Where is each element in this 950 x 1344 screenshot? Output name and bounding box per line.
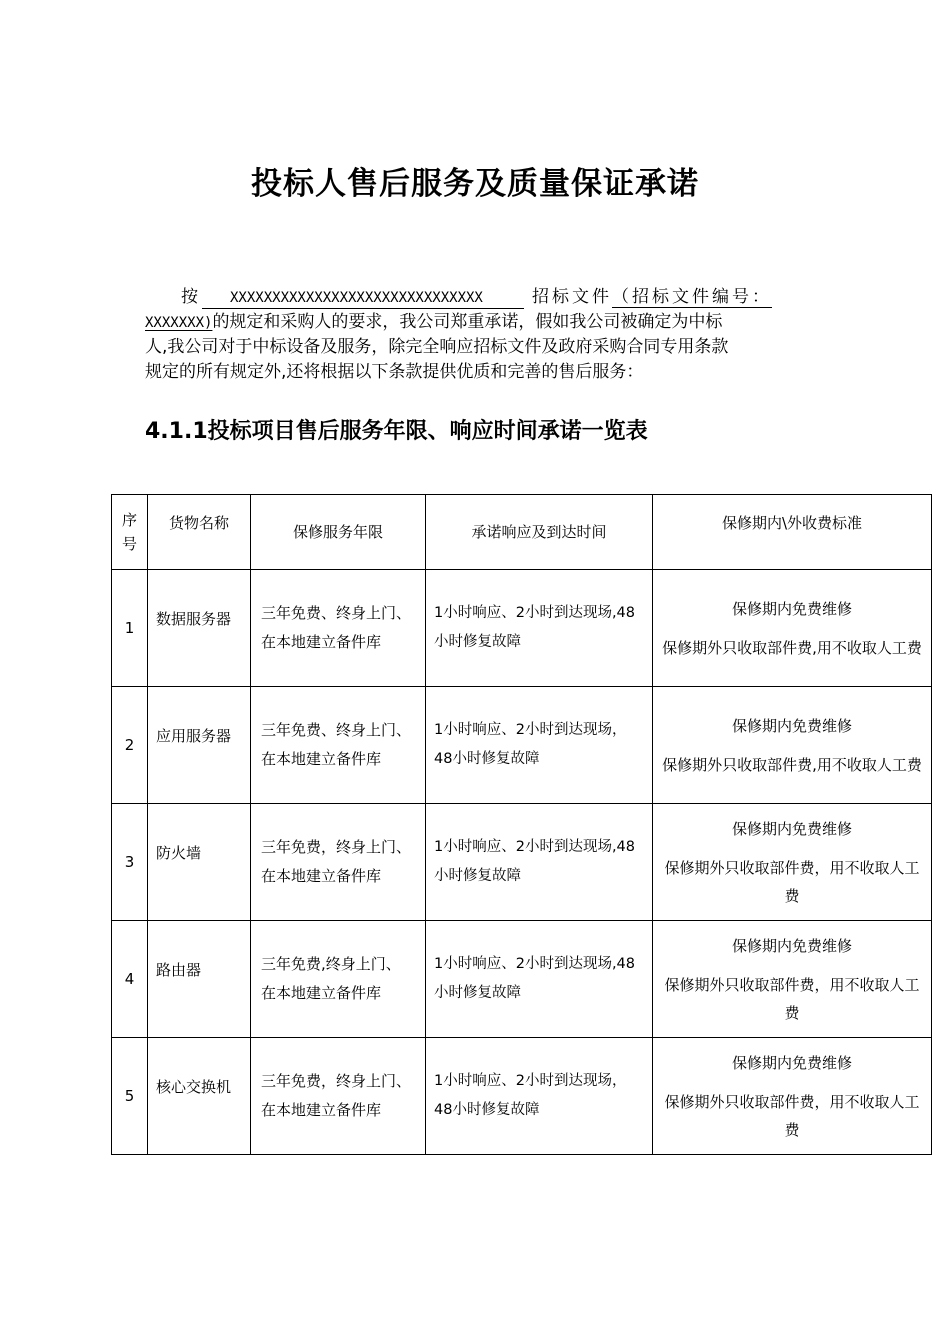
table-row (112, 804, 932, 921)
doc-number-label: （招标文件编号： (612, 287, 772, 307)
cell-fee (653, 804, 932, 921)
cell-no: 1 (112, 570, 148, 687)
cell-response: 1小时响应、2小时到达现场，48小时修复故障 (426, 687, 653, 804)
cell-years: 三年免费,终身上门、在本地建立备件库 (251, 921, 426, 1038)
service-commitment-table (111, 494, 932, 1155)
cell-response: 1小时响应、2小时到达现场,48小时修复故障 (426, 804, 653, 921)
fee-out-warranty: 保修期外只收取部件费,用不收取人工费 (662, 755, 922, 774)
header-fee: 保修期内\外收费标准 (653, 495, 932, 570)
header-name: 货物名称 (148, 495, 251, 570)
fee-in-warranty: 保修期内免费维修 (731, 936, 852, 955)
fee-out-warranty: 保修期外只收取部件费，用不收取人工费 (664, 975, 920, 1022)
header-no-line2: 号 (121, 535, 137, 553)
fee-in-warranty: 保修期内免费维修 (731, 819, 852, 838)
doc-number-value: XXXXXXX) (145, 314, 213, 331)
cell-name: 防火墙 (148, 804, 251, 921)
header-no-line1: 序 (121, 511, 137, 529)
cell-years: 三年免费，终身上门、在本地建立备件库 (251, 1038, 426, 1155)
intro-line-2 (145, 310, 805, 336)
fee-out-warranty: 保修期外只收取部件费,用不收取人工费 (662, 638, 922, 657)
cell-no: 5 (112, 1038, 148, 1155)
section-heading: 4.1.1投标项目售后服务年限、响应时间承诺一览表 (145, 419, 648, 444)
cell-fee (653, 570, 932, 687)
table-header-row (112, 495, 932, 570)
doc-label: 招标文件 (532, 287, 612, 307)
cell-fee (653, 921, 932, 1038)
cell-name: 路由器 (148, 921, 251, 1038)
document-title: 投标人售后服务及质量保证承诺 (251, 166, 699, 202)
project-name-placeholder: XXXXXXXXXXXXXXXXXXXXXXXXXXXXXX (202, 288, 524, 309)
cell-name: 核心交换机 (148, 1038, 251, 1155)
fee-in-warranty: 保修期内免费维修 (731, 1053, 852, 1072)
cell-fee (653, 1038, 932, 1155)
cell-response: 1小时响应、2小时到达现场,48小时修复故障 (426, 921, 653, 1038)
table-row (112, 570, 932, 687)
intro-paragraph (145, 285, 805, 384)
fee-out-warranty: 保修期外只收取部件费，用不收取人工费 (664, 1092, 920, 1139)
cell-no: 3 (112, 804, 148, 921)
fee-in-warranty: 保修期内免费维修 (731, 599, 852, 618)
cell-years: 三年免费、终身上门、在本地建立备件库 (251, 570, 426, 687)
fee-in-warranty: 保修期内免费维修 (731, 716, 852, 735)
table-row (112, 921, 932, 1038)
table-row (112, 687, 932, 804)
fee-out-warranty: 保修期外只收取部件费，用不收取人工费 (664, 858, 920, 905)
cell-name: 应用服务器 (148, 687, 251, 804)
intro-line-2-text: 的规定和采购人的要求，我公司郑重承诺，假如我公司被确定为中标 (212, 311, 723, 332)
intro-prefix: 按 (181, 287, 198, 307)
cell-no: 2 (112, 687, 148, 804)
intro-line-4: 规定的所有规定外,还将根据以下条款提供优质和完善的售后服务： (145, 361, 644, 382)
cell-response: 1小时响应、2小时到达现场，48小时修复故障 (426, 1038, 653, 1155)
header-response: 承诺响应及到达时间 (426, 495, 653, 570)
intro-line-3: 人,我公司对于中标设备及服务，除完全响应招标文件及政府采购合同专用条款 (145, 337, 729, 357)
intro-line-1 (145, 285, 805, 310)
cell-name: 数据服务器 (148, 570, 251, 687)
header-years: 保修服务年限 (251, 495, 426, 570)
table-row (112, 1038, 932, 1155)
cell-years: 三年免费、终身上门、在本地建立备件库 (251, 687, 426, 804)
cell-response: 1小时响应、2小时到达现场,48小时修复故障 (426, 570, 653, 687)
cell-fee (653, 687, 932, 804)
cell-no: 4 (112, 921, 148, 1038)
cell-years: 三年免费，终身上门、在本地建立备件库 (251, 804, 426, 921)
header-no (112, 495, 148, 570)
